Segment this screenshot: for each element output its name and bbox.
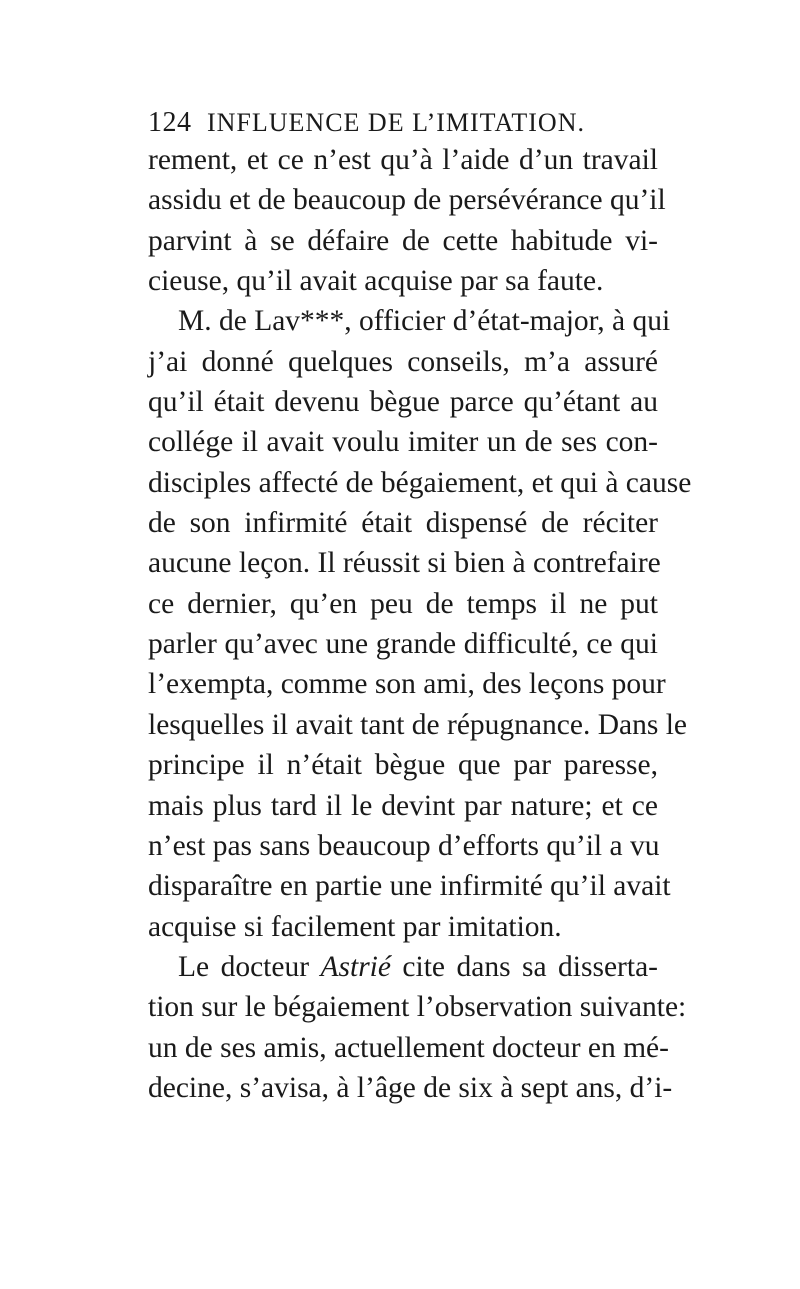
running-title: INFLUENCE DE L’IMITATION.	[207, 108, 585, 137]
text-line: ce dernier, qu’en peu de temps il ne put	[148, 587, 658, 620]
text-line: assidu et de beaucoup de persévérance qu’il	[148, 184, 666, 217]
text-line: rement, et ce n’est qu’à l’aide d’un travail	[148, 144, 658, 176]
text-line: aucune leçon. Il réussit si bien à contrefaire	[148, 547, 661, 580]
text-line: tion sur le bégaiement l’observation suivante:	[148, 991, 687, 1024]
text-line: de son infirmité était dispensé de réciter	[148, 507, 658, 540]
text-line-with-name	[148, 947, 658, 987]
text-line: principe il n’était bègue que par paresse,	[148, 749, 658, 782]
body-text	[148, 140, 692, 1108]
text-line: M. de Lav***, officier d’état-major, à qui	[178, 305, 671, 338]
text-line: parvint à se défaire de cette habitude vi-	[148, 224, 658, 257]
text-line: mais plus tard il le devint par nature; et ce	[148, 789, 658, 822]
text-line: qu’il était devenu bègue parce qu’étant au	[148, 386, 658, 419]
text-line: n’est pas sans beaucoup d’efforts qu’il a vu	[148, 829, 660, 862]
text-line: l’exempta, comme son ami, des leçons pour	[148, 668, 666, 701]
page-number: 124	[148, 107, 192, 138]
text-line: disparaître en partie une infirmité qu’il avait	[148, 870, 671, 903]
text-line: disciples affecté de bégaiement, et qui à cause	[148, 466, 692, 499]
text-line: un de ses amis, actuellement docteur en mé-	[148, 1031, 669, 1064]
text-line: parler qu’avec une grande difficulté, ce qui	[148, 628, 658, 661]
line-suffix: cite dans sa disserta-	[390, 950, 658, 983]
text-line: acquise si facilement par imitation.	[148, 910, 562, 943]
text-line: decine, s’avisa, à l’âge de six à sept ans, d’i-	[148, 1071, 673, 1104]
text-line: collége il avait voulu imiter un de ses con-	[148, 426, 658, 459]
running-head	[148, 103, 668, 143]
text-line: lesquelles il avait tant de répugnance. Dans le	[148, 708, 687, 741]
line-prefix: Le docteur	[178, 950, 321, 983]
text-line: cieuse, qu’il avait acquise par sa faute.	[148, 265, 604, 298]
text-line: j’ai donné quelques conseils, m’a assuré	[148, 345, 658, 378]
author-name: Astrié	[320, 950, 391, 983]
